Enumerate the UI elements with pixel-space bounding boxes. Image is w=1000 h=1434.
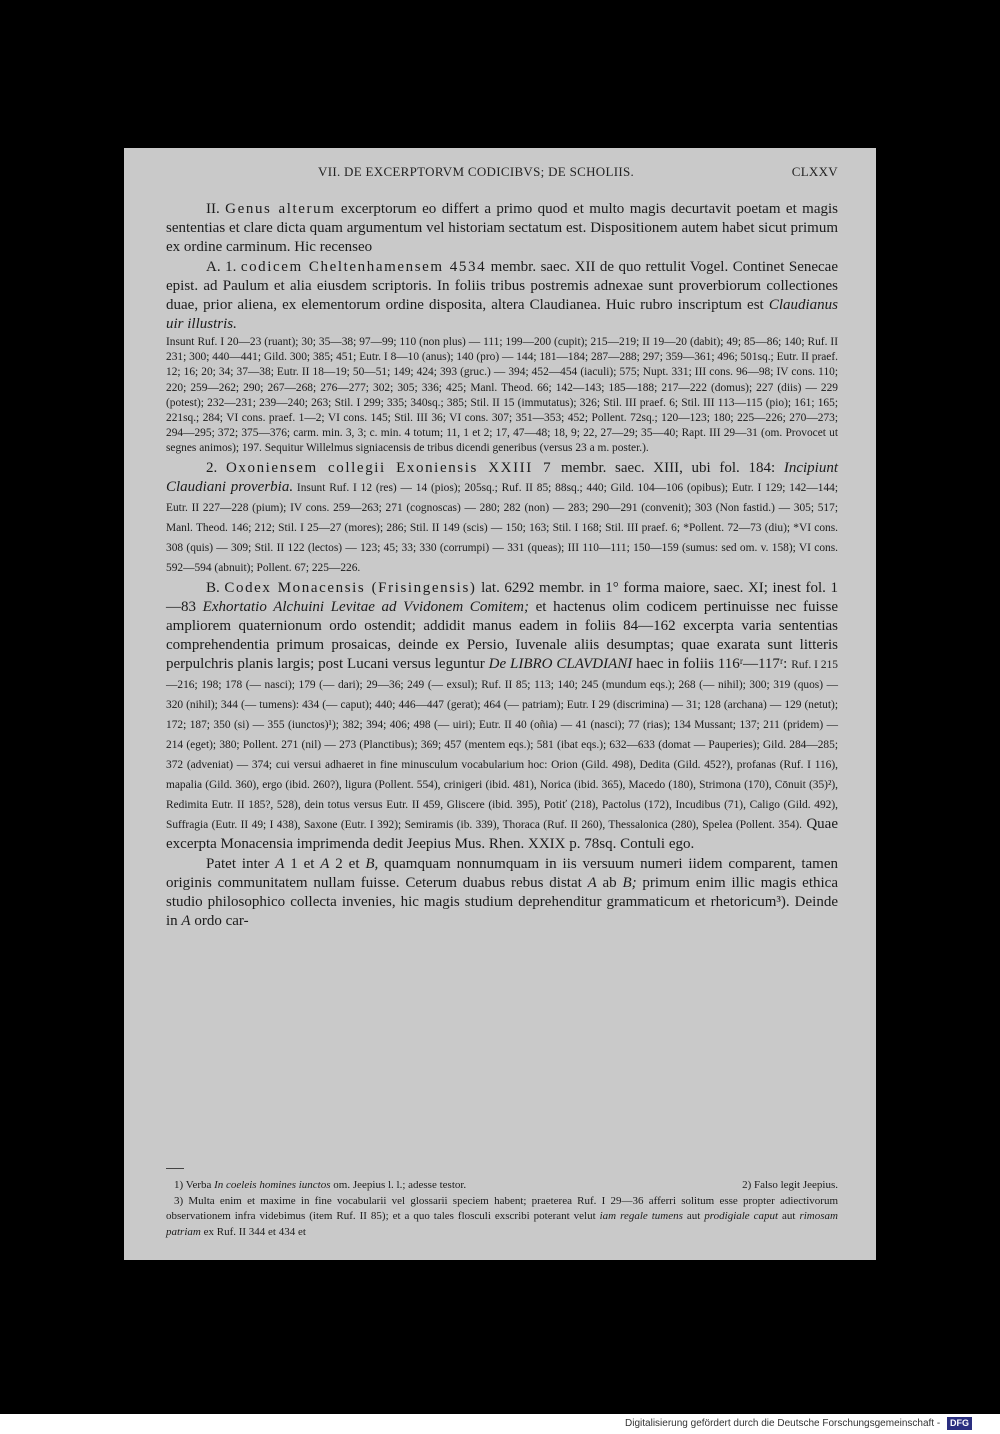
list-a1-contents: Insunt Ruf. I 20—23 (ruant); 30; 35—38; 97—99; 110 (non plus) — 111; 199—200 (cupit); 215—219; II 19—20 (dabit); 49; 85—86; 140; Ruf. II 231; 300; 440—441; Gild. 300; 385; 451; Eutr. I 8—10 (anus); 140 (pro) — 144; 181—184; 287—288; 297; 359—361; 496; 501sq.; Eutr. II praef. 12; 16; 20; 34; 37—38; Eutr. II 18—19; 50—51; 149; 424; 393 (gruc.) — 394; 452—454 (iaculi); 575; Nupt. 331; III cons. 96—98; IV cons. 110; 220; 259—262; 290; 267—268; 276—277; 302; 305; 336; 425; Manl. Theod. 66; 142—143; 185—188; 217—222 (domus); 227 (diis) — 229 (potest); 232—231; 239—240; 263; Stil. I 299; 335; 340sq.; 385; Stil. II 15 (immutatus); 326; Stil. III praef. 6; Stil. III 113—115 (pio); 161; 165; 221sq.; 284; VI cons. praef. 1—2; VI cons. 145; Stil. III 36; VI cons. 307; 351—353; 452; Pollent. 72sq.; 120—123; 180; 225—226; 270—273; 294—295; 372; 375—376; carm. min. 3, 3; c. min. 4 totum; 11, 1 et 2; 17, 47—48; 18, 9; 22, 27—29; 35—40; Rapt. III 29—31 (om. Provocet ut segnes animos); 197. Sequitur Willelmus signiacensis de tribus dicendi generibus (versus 23 a m. poster.). (166, 336, 838, 455)
paragraph-codex-b: B. Codex Monacensis (Frisingensis) lat. 6292 membr. in 1° forma maiore, saec. XI; inest fol. 1—83 Exhortatio Alchuini Levitae ad Vvidonem Comitem; et hactenus olim codicem pertinuisse nec fuisse ampliorem quaternionum ordo ostendit; addidit manus eadem in foliis 84—162 excerpta varia sententias comprehendentia primum prosaicas, deinde ex Persio, Iuvenale aliis desumptas; quae exarata sunt litteris perpulchris planis largis; post Lucani versus leguntur De LIBRO CLAVDIANI haec in foliis 116ʳ—117ʳ: Ruf. I 215—216; 198; 178 (— nasci); 179 (— dari); 29—36; 249 (— exsul); Ruf. II 85; 113; 140; 245 (mundum eqs.); 268 (— nihil); 300; 319 (quos) — 320 (nihil); 344 (— tumens): 434 (— caput); 440; 446—447 (gerat); 464 (— patriam); Eutr. I 29 (discrimina) — 31; 128 (archana) — 129 (netut); 172; 187; 350 (si) — 355 (iunctos)¹); 382; 394; 406; 498 (— uiri); Eutr. II 40 (oñia) — 41 (nasci); 77 (rias); 134 Mussant; 137; 211 (pridem) — 214 (eget); 380; Pollent. 271 (nil) — 273 (Planctibus); 369; 457 (mentem eqs.); 581 (ibat eqs.); 632—633 (domat — Pauperies); Gild. 284—285; 372 (adveniat) — 374; cui versui adhaeret in fine minusculum vocabularium hoc: Orion (Gild. 498), Dedita (Gild. 452?), profanas (Ruf. I 116), mapalia (Gild. 360), ergo (ibid. 260?), ligura (Pollent. 554), crinigeri (ibid. 481), Norica (ibid. 365), Macedo (180), Strimona (170), Cōnuit (35)²), Redimita Eutr. II 185?, 528), dein totus versus Eutr. II 459, Gliscere (ibid. 395), Potiť (218), Pactolus (172), Incudibus (71), Caligo (Gild. 492), Suffragia (Eutr. II 49; I 438), Saxone (Eutr. I 392); Semiramis (ib. 339), Thoraca (Ruf. II 260), Thessalonica (280), Spelea (Pollent. 354). Quae excerpta Monacensia imprimenda dedit Jeepius Mus. Rhen. XXIX p. 78sq. Contuli ego. (166, 579, 839, 852)
credit-text: Digitalisierung gefördert durch die Deutsche Forschungsgemeinschaft - (625, 1418, 941, 1429)
paragraph-genus-alterum: II. Genus alterum excerptorum eo differt a primo quod et multo magis decurtavit poetam et magis sententias et clare dicta quam argumentum vel historiam sectatum est. Dispositionem autem habet sicut primum ex ordine carminum. Hic recenseo (166, 201, 838, 255)
footnotes (166, 1178, 838, 1240)
paragraph-codex-a1: A. 1. codicem Cheltenhamensem 4534 membr. saec. XII de quo rettulit Vogel. Continet Senecae epist. ad Paulum et alia eiusdem scriptoris. In foliis tribus postremis adnexae sunt proverbiorum collectiones duae, prior aliena, ex elementorum ordine disposita, altera Claudianea. Huic rubro inscriptum est Claudianus uir illustris. (166, 259, 838, 332)
page-number: CLXXV (791, 164, 838, 179)
footnote-rule (166, 1168, 184, 1169)
paragraph-codex-a2: 2. Oxoniensem collegii Exoniensis XXIII 7 membr. saec. XIII, ubi fol. 184: Incipiunt Claudiani proverbia. Insunt Ruf. I 12 (res) — 14 (pios); 205sq.; Ruf. II 85; 88sq.; 440; Gild. 104—106 (opibus); Eutr. I 129; 142—144; Eutr. II 227—228 (pium); IV cons. 259—263; 271 (cognoscas) — 280; 282 (non) — 283; 290—291 (convenit); 303 (Non fastid.) — 305; 517; Manl. Theod. 146; 212; Stil. I 25—27 (mores); 286; Stil. II 149 (scis) — 150; 163; Stil. I 168; Stil. III praef. 6; *Pollent. 72—73 (diu); *VI cons. 308 (quis) — 309; Stil. II 122 (lectos) — 123; 45; 33; 330 (corrumpi) — 331 (queas); III 110—111; 150—159 (sumus: sed om. v. 158); VI cons. 592—594 (abnuit); Pollent. 67; 225—226. (166, 459, 838, 574)
paragraph-patet-inter: Patet inter A 1 et A 2 et B, quamquam nonnumquam in iis versuum numeri iidem comparent, tamen originis communitatem nullam fuisse. Ceterum duabus rebus distat A ab B; primum enim illic magis ethica studio philosophico collecta invenies, hic magis studium deprehenditur grammaticum et rhetoricum³). Deinde in A ordo car- (166, 855, 838, 929)
book-page (124, 148, 876, 1260)
main-text (166, 200, 838, 932)
footnote-1-2: 1) Verba In coeleis homines iunctos om. Jeepius l. l.; adesse testor. 2) Falso legit Jeepius. (174, 1179, 838, 1191)
footnote-3: 3) Multa enim et maxime in fine vocabularii vel glossarii speciem habent; praeterea Ruf. I 29—36 afferri solitum esse propter adiectivorum observationem infra videbimus (item Ruf. II 85); et a quo tales flosculi exscribi poterant velut iam regale tumens aut prodigiale caput aut rimosam patriam ex Ruf. II 344 et 434 et (166, 1194, 838, 1238)
dfg-logo: DFG (947, 1417, 972, 1430)
running-title: VII. DE EXCERPTORVM CODICIBVS; DE SCHOLIIS. (318, 164, 635, 179)
digitization-credit (625, 1416, 972, 1432)
